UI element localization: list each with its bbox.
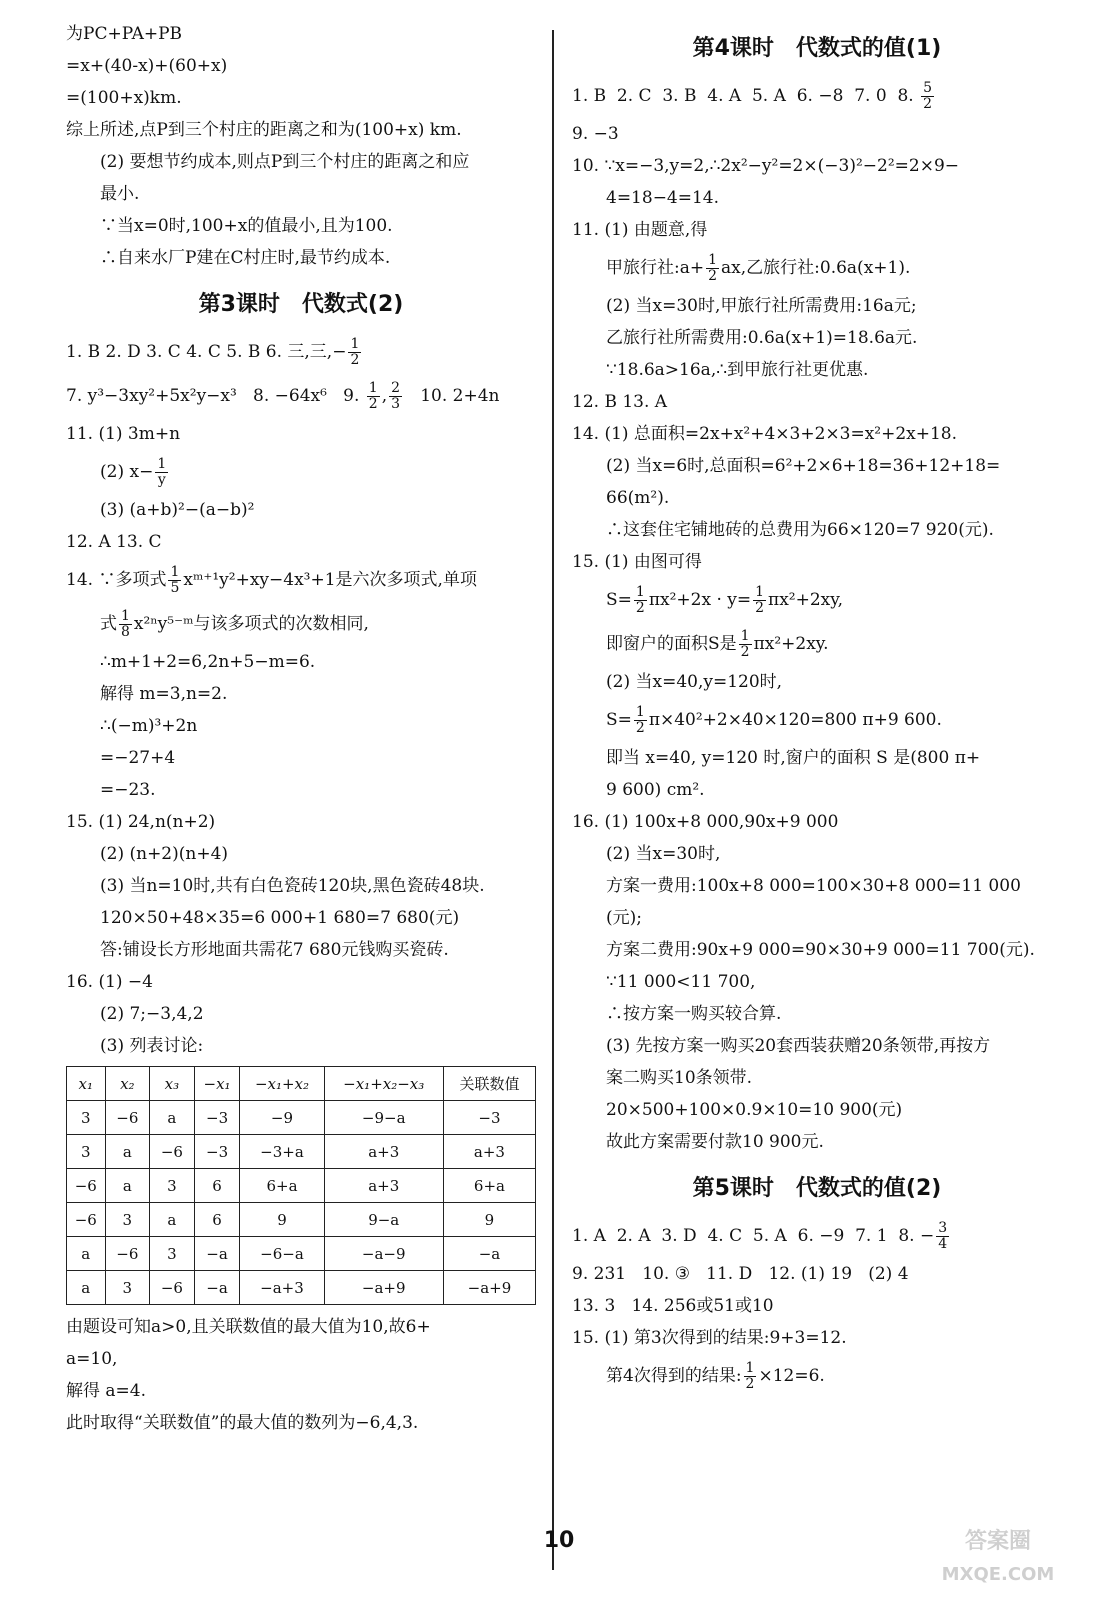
table-cell: 9 [443,1203,535,1237]
fraction-num: 1 [170,563,180,580]
section-heading-lesson5: 第5课时 代数式的值(2) [692,1175,942,1201]
table-cell: −a [194,1271,240,1305]
answer-line: ∴这套住宅铺地砖的总费用为66×120=7 920(元). [606,520,994,540]
fraction-den: 2 [745,1375,755,1392]
fraction-den: y [157,471,166,488]
fraction-den: 2 [368,395,378,412]
fraction-num: 1 [635,703,645,720]
right-column [572,18,1062,1398]
watermark-url: MXQE.COM [941,1564,1055,1585]
table-cell: −3 [443,1101,535,1135]
table-cell: a [105,1169,150,1203]
fraction [367,381,380,412]
answer-line: 9. −3 [572,124,619,144]
answer-line: 20×500+100×0.9×10=10 900(元) [606,1100,903,1120]
answer-line [66,450,536,494]
association-table [66,1066,536,1305]
table-cell: 3 [67,1135,106,1169]
fraction [389,381,402,412]
table-header-cell: x₁ [67,1067,106,1101]
fraction-num: 2 [391,379,401,396]
table-cell: a+3 [324,1135,443,1169]
table-cell: −a+9 [443,1271,535,1305]
answer-line: (2) 要想节约成本,则点P到三个村庄的距离之和应 [100,152,470,172]
answer-text: (2) x− [100,462,154,482]
answer-line: 最小. [100,184,140,204]
answer-text: ax,乙旅行社:0.6a(x+1). [721,258,911,278]
fraction-den: 2 [350,351,360,368]
table-cell: −9 [240,1101,324,1135]
answer-line: ∵当x=0时,100+x的值最小,且为100. [100,216,393,236]
table-cell: −a−9 [324,1237,443,1271]
fraction-den: 3 [391,395,401,412]
q15-conclusion [572,742,1062,806]
answer-line: (2) 当x=6时,总面积=6²+2×6+18=36+12+18= [606,456,1001,476]
answer-line: 15. (1) 第3次得到的结果:9+3=12. [572,1328,847,1348]
fraction-num: 1 [350,335,360,352]
fraction-den: 2 [708,267,718,284]
fraction-num: 1 [635,583,645,600]
column-divider [552,30,554,1570]
table-cell: −a+9 [324,1271,443,1305]
answer-line: =x+(40-x)+(60+x) [66,56,228,76]
answer-line: a=10, [66,1349,118,1369]
q16-solution [66,966,536,1062]
table-cell: 6 [194,1203,240,1237]
answer-text: 7. y³−3xy²+5x²y−x³ 8. −64x⁶ 9. [66,386,365,406]
answer-line [572,246,1062,290]
fraction [119,609,132,640]
answer-text: S= [606,710,632,730]
fraction-den: 2 [740,643,750,660]
table-cell: a+3 [443,1135,535,1169]
table-header-cell: x₂ [105,1067,150,1101]
table-cell: −a [443,1237,535,1271]
answer-line: 16. (1) −4 [66,972,153,992]
table-cell: −6 [67,1169,106,1203]
answer-line: 方案一费用:100x+8 000=100×30+8 000=11 000 [606,876,1021,896]
answer-line: (2) 当x=40,y=120时, [606,672,783,692]
answer-line: 乙旅行社所需费用:0.6a(x+1)=18.6a元. [606,328,918,348]
intro-block [66,18,536,274]
answer-line: (3) (a+b)²−(a−b)² [100,500,255,520]
page-number: 10 [543,1528,575,1553]
answer-text: 即窗户的面积S是 [606,634,737,654]
fraction [155,457,168,488]
table-row [67,1169,536,1203]
table-cell: −3 [194,1101,240,1135]
answer-line: 4=18−4=14. [606,188,720,208]
fraction [634,585,647,616]
fraction [348,337,361,368]
answer-line: (3) 列表讨论: [100,1036,204,1056]
table-cell: 6 [194,1169,240,1203]
answer-line: (3) 当n=10时,共有白色瓷砖120块,黑色瓷砖48块. [100,876,485,896]
answer-line: 此时取得“关联数值”的最大值的数列为−6,4,3. [66,1413,419,1433]
fraction [739,629,752,660]
table-row [67,1101,536,1135]
q14-solution [66,646,536,806]
answer-line [572,698,1062,742]
table-header-cell: −x₁+x₂ [240,1067,324,1101]
fraction [634,705,647,736]
table-cell: 6+a [240,1169,324,1203]
answer-line: ∴按方案一购买较合算. [606,1004,782,1024]
table-conclusion [66,1311,536,1439]
answer-text: 10. 2+4n [404,386,500,406]
answer-line: 13. 3 14. 256或51或10 [572,1296,774,1316]
answer-text: πx²+2x · y= [648,590,752,610]
answer-line [572,578,1062,622]
answer-line: 案二购买10条领带. [606,1068,753,1088]
answer-line: 15. (1) 由图可得 [572,552,702,572]
answer-text: 1. A 2. A 3. D 4. C 5. A 6. −9 7. 1 8. − [572,1226,935,1246]
table-row [67,1135,536,1169]
table-cell: −6 [105,1101,150,1135]
fraction [706,253,719,284]
answer-line: (2) 当x=30时,甲旅行社所需费用:16a元; [606,296,917,316]
answer-line: 方案二费用:90x+9 000=90×30+9 000=11 700(元). [606,940,1035,960]
table-cell: 3 [105,1271,150,1305]
answer-text: 14. ∵多项式 [66,570,167,590]
answer-line: (元); [606,908,642,928]
table-header-cell: 关联数值 [443,1067,535,1101]
answer-line: (2) 7;−3,4,2 [100,1004,204,1024]
answer-text: πx²+2xy. [753,634,829,654]
answer-line: =(100+x)km. [66,88,182,108]
q14-solution [572,418,1062,546]
table-cell: 3 [67,1101,106,1135]
fraction [921,81,934,112]
table-cell: 6+a [443,1169,535,1203]
answer-text: 1. B 2. C 3. B 4. A 5. A 6. −8 7. 0 8. [572,86,920,106]
table-cell: −3+a [240,1135,324,1169]
answer-line: 由题设可知a>0,且关联数值的最大值为10,故6+ [66,1317,431,1337]
table-header-cell: −x₁ [194,1067,240,1101]
table-cell: 3 [105,1203,150,1237]
table-header-row [67,1067,536,1101]
q10-solution [572,150,1062,214]
table-cell: 3 [150,1237,195,1271]
answer-line [572,74,1062,118]
answer-line: (3) 先按方案一购买20套西装获赠20条领带,再按方 [606,1036,991,1056]
answer-line [572,622,1062,666]
answer-line: 9. 231 10. ③ 11. D 12. (1) 19 (2) 4 [572,1264,909,1284]
answer-text: xᵐ⁺¹y²+xy−4x³+1是六次多项式,单项 [183,570,477,590]
answer-line: 11. (1) 3m+n [66,424,181,444]
table-cell: a+3 [324,1169,443,1203]
answer-line: =−23. [100,780,156,800]
table-cell: −3 [194,1135,240,1169]
fraction [168,565,181,596]
table-cell: −a+3 [240,1271,324,1305]
fraction-num: 1 [121,607,130,624]
fraction-num: 1 [740,627,750,644]
fraction-num: 1 [755,583,765,600]
answer-line: 120×50+48×35=6 000+1 680=7 680(元) [100,908,460,928]
fraction [744,1361,757,1392]
table-cell: −6 [150,1135,195,1169]
table-cell: a [150,1203,195,1237]
table-row [67,1271,536,1305]
table-cell: a [67,1237,106,1271]
fraction-den: 5 [170,579,180,596]
fraction-den: 2 [635,599,645,616]
fraction-num: 5 [923,79,932,96]
answer-text: ×12=6. [758,1366,825,1386]
fraction [753,585,766,616]
answer-line: 10. ∵x=−3,y=2,∴2x²−y²=2×(−3)²−2²=2×9− [572,156,959,176]
answer-line: ∵11 000<11 700, [606,972,756,992]
answer-line: 9 600) cm². [606,780,705,800]
fraction-den: 2 [755,599,765,616]
watermark-logo [918,1518,1078,1590]
answer-line: 答:铺设长方形地面共需花7 680元钱购买瓷砖. [100,940,449,960]
answer-line [66,558,536,602]
answer-line: 即当 x=40, y=120 时,窗户的面积 S 是(800 π+ [606,748,981,768]
answer-line: (2) 当x=30时, [606,844,721,864]
table-header-cell: x₃ [150,1067,195,1101]
answer-text: x²ⁿy⁵⁻ᵐ与该多项式的次数相同, [133,614,369,634]
answer-line: 16. (1) 100x+8 000,90x+9 000 [572,812,839,832]
answer-line [66,330,536,374]
fraction-num: 1 [745,1359,755,1376]
fraction-den: 8 [121,623,130,640]
answer-line: 66(m²). [606,488,670,508]
answer-line: ∴自来水厂P建在C村庄时,最节约成本. [100,248,391,268]
fraction-den: 4 [938,1235,948,1252]
answer-line: 12. A 13. C [66,532,162,552]
table-cell: −6 [105,1237,150,1271]
table-cell: 3 [150,1169,195,1203]
table-cell: −9−a [324,1101,443,1135]
table-row [67,1237,536,1271]
table-cell: a [67,1271,106,1305]
fraction-num: 1 [157,455,167,472]
fraction [936,1221,949,1252]
answer-line: 为PC+PA+PB [66,24,183,44]
answer-text: 甲旅行社:a+ [606,258,705,278]
answer-line: ∴(−m)³+2n [100,716,198,736]
table-cell: 9 [240,1203,324,1237]
answer-text: πx²+2xy, [768,590,844,610]
answer-line: 12. B 13. A [572,392,668,412]
table-cell: 9−a [324,1203,443,1237]
answer-line: 解得 a=4. [66,1381,147,1401]
answer-line: ∴m+1+2=6,2n+5−m=6. [100,652,316,672]
table-cell: −6 [67,1203,106,1237]
section-heading-lesson4: 第4课时 代数式的值(1) [692,35,942,61]
table-cell: −6 [150,1271,195,1305]
table-cell: −6−a [240,1237,324,1271]
answer-line: 7. y³−3xy²+5x²y−x³ 8. −64x⁶ 9. $\frac{1}{2}$ , $\frac{2}{3}$ 10. 2+4n [66,379,500,412]
q16-solution [572,806,1062,1158]
left-column [66,18,536,1439]
fraction-num: 1 [708,251,718,268]
section-heading-lesson3: 第3课时 代数式(2) [198,291,404,317]
answer-line: 11. (1) 由题意,得 [572,220,708,240]
answer-line: (2) (n+2)(n+4) [100,844,229,864]
answer-line: 解得 m=3,n=2. [100,684,228,704]
table-cell: a [150,1101,195,1135]
answer-line: 14. (1) 总面积=2x+x²+4×3+2×3=x²+2x+18. [572,424,958,444]
fraction-num: 3 [938,1219,948,1236]
answer-text: S= [606,590,632,610]
watermark-title: 答案圈 [964,1529,1032,1554]
lesson5-answers [572,1258,1062,1354]
answer-line: =−27+4 [100,748,176,768]
answer-line: ∵18.6a>16a,∴到甲旅行社更优惠. [606,360,869,380]
answer-line: 综上所述,点P到三个村庄的距离之和为(100+x) km. [66,120,462,140]
answer-line: 故此方案需要付款10 900元. [606,1132,824,1152]
answer-text: 1. B 2. D 3. C 4. C 5. B 6. 三,三,− [66,342,347,362]
answer-text: 第4次得到的结果: [606,1366,742,1386]
answer-text: π×40²+2×40×120=800 π+9 600. [648,710,942,730]
q15-solution [66,806,536,966]
answer-line [66,602,536,646]
fraction-num: 1 [368,379,378,396]
fraction-den: 2 [635,719,645,736]
table-cell: −a [194,1237,240,1271]
answer-text: 式 [100,614,117,634]
answer-line [572,1354,1062,1398]
table-cell: a [105,1135,150,1169]
answer-line [572,1214,1062,1258]
q11-solution [572,290,1062,386]
answer-line: 15. (1) 24,n(n+2) [66,812,216,832]
fraction-den: 2 [923,95,932,112]
table-row [67,1203,536,1237]
table-header-cell: −x₁+x₂−x₃ [324,1067,443,1101]
